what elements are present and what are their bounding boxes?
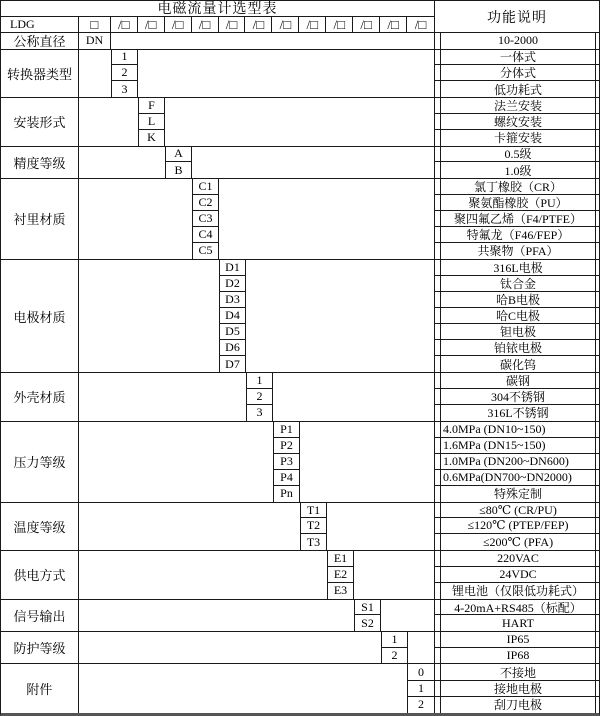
section-label: 转换器类型 [1, 50, 79, 98]
code-cell: C4 [193, 227, 218, 243]
section-right [435, 50, 599, 98]
desc-text: 1.6MPa (DN15~150) [440, 438, 596, 453]
page-title: 电磁流量计选型表 [1, 1, 434, 17]
desc-text: 氯丁橡胶（CR） [440, 179, 596, 194]
desc-cell [435, 454, 599, 470]
code-column [354, 600, 381, 631]
spacer-left [79, 50, 111, 98]
code-cell: 0 [408, 664, 434, 680]
spacer-left [79, 179, 192, 259]
code-cell: 1 [408, 681, 434, 697]
desc-text: 法兰安装 [440, 98, 596, 113]
desc-cell [435, 340, 599, 356]
section-label: 电极材质 [1, 260, 79, 372]
code-column [165, 147, 192, 178]
code-column [79, 33, 111, 48]
spacer-left [79, 664, 407, 713]
code-cell: 3 [256, 405, 263, 420]
model-slot-cell: /□ [245, 17, 272, 33]
desc-text: 不接地 [440, 664, 596, 679]
section-right [435, 503, 599, 551]
desc-text: 聚氨酯橡胶（PU） [440, 195, 596, 210]
code-cell: D2 [220, 276, 245, 292]
section-left [1, 632, 435, 663]
desc-text: 316L不锈钢 [440, 405, 596, 421]
desc-cell [435, 324, 599, 340]
desc-text: 分体式 [440, 65, 596, 80]
desc-cell [435, 664, 599, 680]
code-column [407, 664, 434, 713]
model-code-row [1, 17, 434, 33]
desc-text: 钛合金 [440, 276, 596, 291]
desc-cell [435, 114, 599, 130]
desc-text: 钽电极 [440, 324, 596, 339]
desc-cell [435, 486, 599, 502]
section-label: 附件 [1, 664, 79, 713]
section-label: 公称直径 [1, 33, 79, 48]
code-cell: P4 [274, 470, 299, 486]
desc-cell [435, 147, 599, 163]
code-cell: S1 [355, 600, 380, 616]
spacer-left [79, 373, 246, 421]
desc-text: 0.5级 [440, 147, 596, 162]
desc-cell [435, 551, 599, 567]
code-cell: C2 [193, 195, 218, 211]
model-prefix-cell: LDG [1, 17, 79, 33]
spacer-left [79, 632, 381, 663]
desc-text: 螺纹安装 [440, 114, 596, 129]
code-column [111, 50, 138, 98]
model-slot-cell: /□ [299, 17, 326, 33]
section-left [1, 551, 435, 599]
code-cell: T1 [301, 503, 326, 519]
model-slot-cell: /□ [165, 17, 192, 33]
code-cell: 2 [247, 389, 272, 405]
desc-text: 聚四氟乙烯（F4/PTFE） [440, 211, 596, 226]
desc-cell [435, 81, 599, 97]
section-label: 信号输出 [1, 600, 79, 631]
code-cell: D1 [220, 260, 245, 276]
spacer-left [79, 147, 165, 178]
desc-text: IP68 [440, 648, 596, 664]
desc-cell [435, 615, 599, 631]
code-cell: P1 [274, 422, 299, 438]
section-left [1, 664, 435, 713]
desc-cell [435, 276, 599, 292]
desc-cell [435, 648, 599, 664]
spacer-left [79, 422, 273, 502]
code-column [138, 98, 165, 146]
desc-cell [435, 50, 599, 66]
section-band [1, 632, 599, 664]
code-cell: Pn [280, 486, 293, 501]
desc-cell [435, 260, 599, 276]
model-slot-cell: /□ [326, 17, 353, 33]
desc-cell [435, 389, 599, 405]
desc-cell [435, 470, 599, 486]
desc-cell [435, 600, 599, 616]
spacer-right [327, 503, 434, 551]
spacer-right [192, 147, 434, 178]
code-cell: DN [85, 33, 104, 48]
desc-cell [435, 211, 599, 227]
code-cell: T3 [306, 534, 321, 549]
spacer-right [138, 50, 434, 98]
code-cell: C1 [193, 179, 218, 195]
section-band [1, 551, 599, 600]
code-cell: 1 [382, 632, 407, 648]
desc-text: 锂电池（仅限低功耗式） [440, 583, 596, 599]
section-right [435, 373, 599, 421]
desc-cell [435, 503, 599, 519]
spacer-right [273, 373, 434, 421]
desc-text: HART [440, 615, 596, 631]
desc-cell [435, 438, 599, 454]
section-band [1, 503, 599, 552]
section-left [1, 147, 435, 178]
desc-text: 碳化钨 [440, 356, 596, 372]
section-right [435, 179, 599, 259]
spacer-left [79, 503, 300, 551]
code-cell: K [147, 130, 156, 145]
section-band [1, 98, 599, 147]
code-cell: 1 [112, 50, 137, 66]
code-column [273, 422, 300, 502]
model-base-box: □ [79, 17, 111, 33]
code-cell: L [139, 114, 164, 130]
desc-text: ≤120℃ (PTEP/FEP) [440, 518, 596, 533]
spacer-right [354, 551, 434, 599]
section-label: 防护等级 [1, 632, 79, 663]
section-right [435, 98, 599, 146]
section-left [1, 373, 435, 421]
desc-text: 1.0级 [440, 162, 596, 178]
code-column [219, 260, 246, 372]
desc-text: 24VDC [440, 567, 596, 582]
section-right [435, 260, 599, 372]
section-label: 压力等级 [1, 422, 79, 502]
code-cell: T2 [301, 518, 326, 534]
code-cell: C5 [198, 243, 213, 258]
desc-text: IP65 [440, 632, 596, 647]
spacer-right [219, 179, 434, 259]
desc-cell [435, 422, 599, 438]
spacer-right [381, 600, 434, 631]
code-cell: E3 [333, 583, 348, 598]
desc-cell [435, 292, 599, 308]
desc-cell [435, 356, 599, 372]
desc-text: 304不锈钢 [440, 389, 596, 404]
desc-cell [435, 227, 599, 243]
section-label: 温度等级 [1, 503, 79, 551]
desc-cell [435, 162, 599, 178]
code-column [246, 373, 273, 421]
code-cell: D6 [220, 340, 245, 356]
section-band [1, 260, 599, 373]
desc-text: 1.0MPa (DN200~DN600) [440, 454, 596, 469]
code-column [300, 503, 327, 551]
section-band [1, 373, 599, 422]
function-header: 功能说明 [487, 10, 547, 26]
desc-text: 哈B电极 [440, 292, 596, 307]
code-cell: 1 [247, 373, 272, 389]
header-left [1, 1, 435, 32]
model-slot-cell: /□ [353, 17, 380, 33]
desc-cell [435, 243, 599, 259]
section-right [435, 551, 599, 599]
section-band [1, 600, 599, 632]
model-slot-cell: /□ [414, 16, 427, 32]
desc-text: 接地电极 [440, 681, 596, 696]
desc-cell [435, 98, 599, 114]
desc-text: 316L电极 [440, 260, 596, 275]
section-left [1, 50, 435, 98]
desc-cell [435, 195, 599, 211]
section-band [1, 50, 599, 99]
desc-cell [435, 583, 599, 599]
desc-text: ≤200℃ (PFA) [440, 534, 596, 550]
section-left [1, 503, 435, 551]
code-cell: 2 [391, 648, 398, 663]
desc-cell [435, 681, 599, 697]
code-cell: P3 [274, 454, 299, 470]
code-cell: C3 [193, 211, 218, 227]
code-column [327, 551, 354, 599]
code-cell: S2 [361, 615, 374, 630]
model-slot-cell: /□ [272, 17, 299, 33]
section-left [1, 98, 435, 146]
spacer-right [111, 33, 434, 48]
spacer-right [300, 422, 434, 502]
desc-text: 一体式 [440, 50, 596, 65]
desc-cell [435, 567, 599, 583]
section-right [435, 147, 599, 178]
section-band [1, 422, 599, 503]
section-right [435, 664, 599, 713]
model-slot-cell: /□ [111, 17, 138, 33]
desc-text: 4.0MPa (DN10~150) [440, 422, 596, 437]
code-cell: D3 [220, 292, 245, 308]
desc-text: 铂铱电极 [440, 340, 596, 355]
section-left [1, 260, 435, 372]
desc-cell [435, 405, 599, 421]
desc-cell [435, 308, 599, 324]
model-slot-cell: /□ [192, 17, 219, 33]
desc-text: 共聚物（PFA） [440, 243, 596, 259]
section-label: 供电方式 [1, 551, 79, 599]
spacer-left [79, 600, 354, 631]
section-right [435, 422, 599, 502]
code-cell: 2 [112, 65, 137, 81]
code-cell: A [166, 147, 191, 163]
spacer-left [79, 260, 219, 372]
section-band [1, 33, 599, 49]
code-cell: P2 [274, 438, 299, 454]
code-cell: B [174, 162, 183, 177]
section-band [1, 179, 599, 260]
code-cell: D5 [220, 324, 245, 340]
desc-text: 哈C电极 [440, 308, 596, 323]
desc-cell [435, 65, 599, 81]
desc-text: 低功耗式 [440, 81, 596, 97]
section-band [1, 147, 599, 179]
desc-cell [435, 33, 599, 48]
desc-cell [435, 130, 599, 146]
section-label: 精度等级 [1, 147, 79, 178]
section-right [435, 600, 599, 631]
desc-text: 4-20mA+RS485（标配） [440, 600, 596, 615]
model-slot-cell: /□ [219, 17, 246, 33]
desc-text: 0.6MPa(DN700~DN2000) [440, 470, 596, 485]
section-right [435, 632, 599, 663]
section-left [1, 422, 435, 502]
section-label: 衬里材质 [1, 179, 79, 259]
code-cell: D7 [225, 356, 240, 371]
spacer-left [79, 98, 138, 146]
code-cell: E1 [328, 551, 353, 567]
desc-cell [435, 373, 599, 389]
desc-cell [435, 697, 599, 713]
section-left [1, 33, 435, 48]
model-slot-cell: /□ [138, 17, 165, 33]
header-right [435, 1, 599, 32]
desc-text: 特殊定制 [440, 486, 596, 502]
code-cell: D4 [220, 308, 245, 324]
code-cell: 2 [418, 697, 425, 712]
code-cell: 3 [121, 81, 128, 96]
desc-text: 220VAC [440, 551, 596, 566]
section-left [1, 179, 435, 259]
desc-cell [435, 534, 599, 550]
section-label: 安装形式 [1, 98, 79, 146]
code-cell: E2 [328, 567, 353, 583]
header-band [1, 1, 599, 33]
desc-text: 碳钢 [440, 373, 596, 388]
section-label: 外壳材质 [1, 373, 79, 421]
spacer-right [165, 98, 434, 146]
desc-cell [435, 179, 599, 195]
code-column [192, 179, 219, 259]
section-band [1, 664, 599, 713]
desc-text: 卡箍安装 [440, 130, 596, 146]
spacer-left [79, 551, 327, 599]
code-cell: F [139, 98, 164, 114]
desc-text: ≤80℃ (CR/PU) [440, 503, 596, 518]
desc-text: 刮刀电极 [440, 697, 596, 713]
spacer-right [246, 260, 434, 372]
model-slot-cell: /□ [380, 17, 407, 33]
desc-text: 10-2000 [440, 33, 596, 48]
section-left [1, 600, 435, 631]
desc-text: 特氟龙（F46/FEP） [440, 227, 596, 242]
section-right [435, 33, 599, 48]
code-column [381, 632, 408, 663]
desc-cell [435, 518, 599, 534]
spacer-right [408, 632, 434, 663]
desc-cell [435, 632, 599, 648]
